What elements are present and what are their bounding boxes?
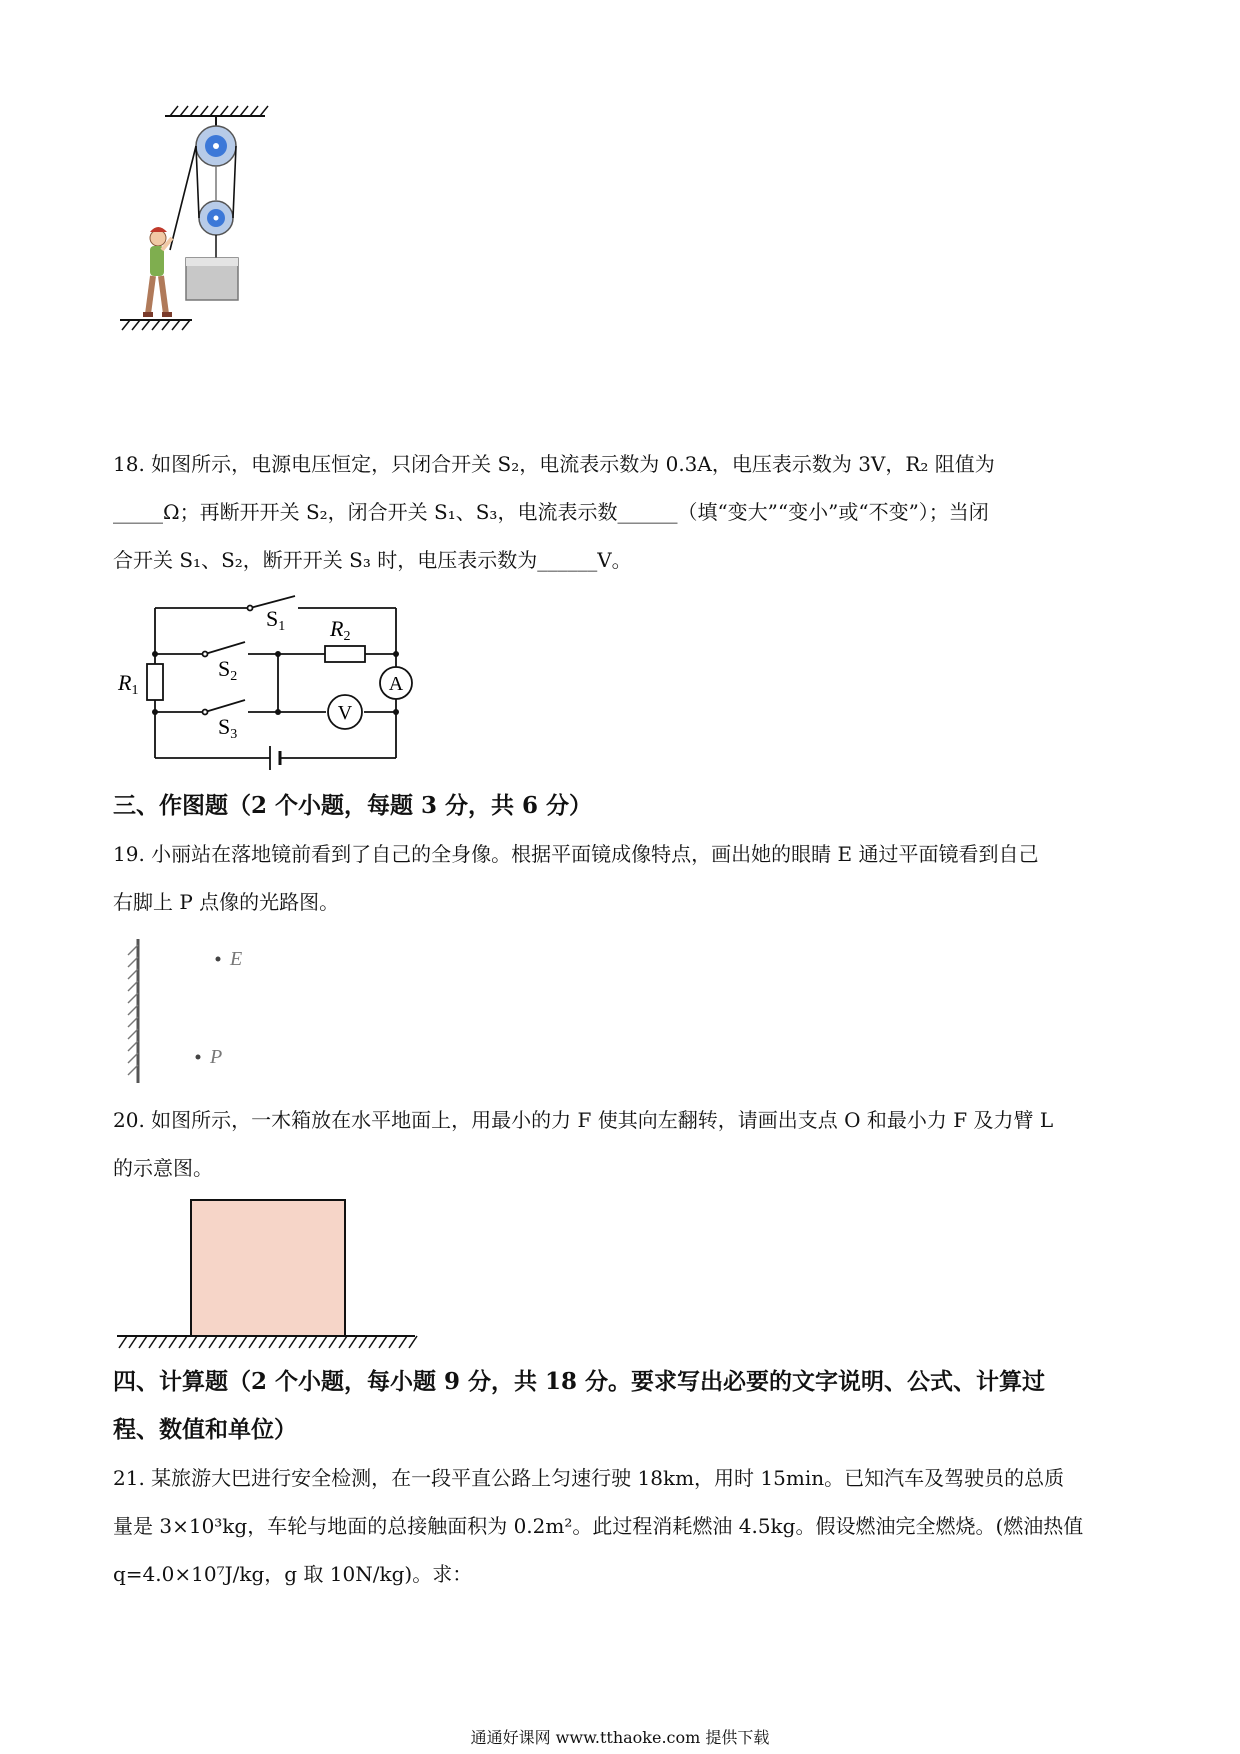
section-3-heading: 三、作图题（2 个小题，每题 3 分，共 6 分） <box>113 792 593 819</box>
box-on-ground-figure <box>115 1192 425 1352</box>
person-pulling-rope <box>143 227 172 317</box>
q18-line-3: 合开关 S₁、S₂，断开开关 S₃ 时，电压表示数为______V。 <box>113 548 632 572</box>
ammeter-label: A <box>388 673 404 695</box>
q18-line-2: _____Ω；再断开开关 S₂，闭合开关 S₁、S₃，电流表示数______（填“变大”“变小”或“不变”）；当闭 <box>113 500 989 524</box>
r2-label: R2 <box>330 616 351 644</box>
s2-label: S2 <box>218 656 238 684</box>
q19-line-2: 右脚上 P 点像的光路图。 <box>113 890 340 914</box>
section-4-heading-line-1: 四、计算题（2 个小题，每小题 9 分，共 18 分。要求写出必要的文字说明、公式、计算过 <box>113 1368 1046 1395</box>
s1-label: S1 <box>266 606 286 634</box>
point-p-label: P <box>210 1046 223 1068</box>
point-e-label: E <box>230 948 243 970</box>
pulley-figure <box>110 100 280 380</box>
voltmeter-label: V <box>337 702 353 724</box>
circuit-diagram <box>110 588 440 778</box>
q20-line-1: 20. 如图所示，一木箱放在水平地面上，用最小的力 F 使其向左翻转，请画出支点 O 和最小力 F 及力臂 L <box>113 1108 1054 1132</box>
q21-line-2: 量是 3×10³kg，车轮与地面的总接触面积为 0.2m²。此过程消耗燃油 4.5kg。假设燃油完全燃烧。(燃油热值 <box>113 1514 1084 1538</box>
s3-label: S3 <box>218 714 238 742</box>
q21-line-3: q=4.0×10⁷J/kg，g 取 10N/kg)。求： <box>113 1562 473 1586</box>
page-footer: 通通好课网 www.tthaoke.com 提供下载 <box>470 1728 770 1747</box>
q19-line-1: 19. 小丽站在落地镜前看到了自己的全身像。根据平面镜成像特点，画出她的眼睛 E 通过平面镜看到自己 <box>113 842 1039 866</box>
r1-label: R1 <box>118 670 139 698</box>
point-e-dot <box>216 957 221 962</box>
q21-line-1: 21. 某旅游大巴进行安全检测，在一段平直公路上匀速行驶 18km，用时 15min。已知汽车及驾驶员的总质 <box>113 1466 1065 1490</box>
q18-line-1: 18. 如图所示，电源电压恒定，只闭合开关 S₂，电流表示数为 0.3A，电压表示数为 3V，R₂ 阻值为 <box>113 452 995 476</box>
section-4-heading-line-2: 程、数值和单位） <box>113 1416 297 1443</box>
mirror-figure <box>120 935 280 1085</box>
q20-line-2: 的示意图。 <box>113 1156 213 1180</box>
point-p-dot <box>196 1055 201 1060</box>
wooden-box <box>191 1200 345 1336</box>
